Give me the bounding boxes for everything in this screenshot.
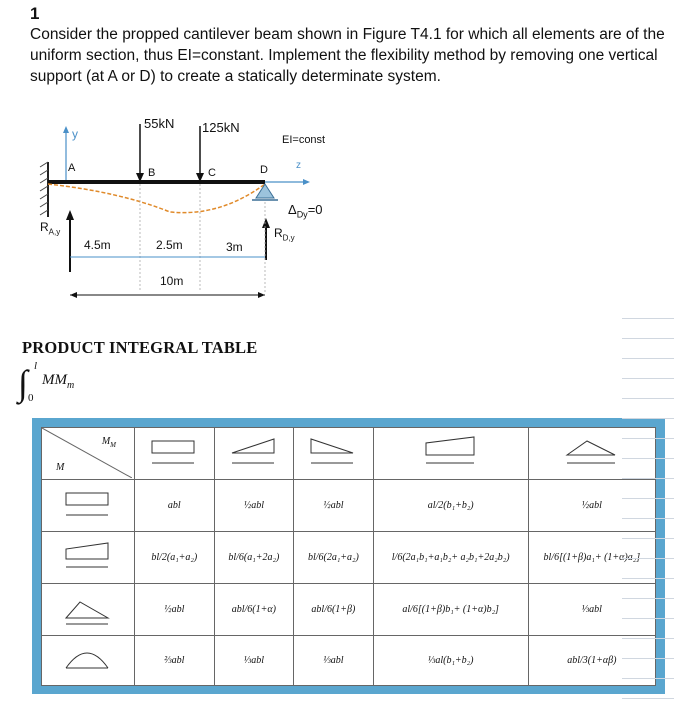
- integral-integrand: $MM_m$: [42, 372, 75, 391]
- integral-sign: ∫: [18, 363, 28, 403]
- dim-4-5m: 4.5m: [84, 238, 111, 252]
- table-cell: ⅔abl: [135, 636, 215, 686]
- point-b-label: B: [148, 167, 156, 179]
- load-b-label: 55kN: [144, 116, 175, 131]
- z-axis-label: z: [296, 160, 301, 171]
- table-cell: l/6(2a₁b₁+a₁b₂+ a₂b₁+2a₂b₂): [373, 532, 528, 584]
- row-trapezoid-shape: [42, 532, 135, 584]
- table-cell: ⅓abl: [214, 636, 294, 686]
- table-cell: ½abl: [214, 480, 294, 532]
- table-row: [42, 480, 656, 532]
- product-integral-title: PRODUCT INTEGRAL TABLE: [22, 338, 258, 357]
- integral-upper-limit: l: [34, 360, 38, 372]
- table-header-row: [42, 428, 656, 480]
- y-axis-label: y: [72, 127, 78, 141]
- load-c-label: 125kN: [202, 120, 240, 135]
- table-cell: ½abl: [135, 584, 215, 636]
- integral-expression: [16, 360, 106, 410]
- product-integral-table-frame: [32, 418, 665, 694]
- table-corner-cell: [42, 428, 135, 480]
- table-row: [42, 636, 656, 686]
- point-d-label: D: [260, 164, 268, 176]
- beam-figure: [30, 112, 350, 302]
- question-text: Consider the propped cantilever beam shown in Figure T4.1 for which all elements are of the uniform section, thus EI=constant. Implement the flexibility method by removing one vertical support (at A or D) to create a statically determinate system.: [30, 26, 665, 85]
- table-cell: ½abl: [528, 480, 655, 532]
- row-parabola-shape: [42, 636, 135, 686]
- header-triangle-left-shape: [294, 428, 374, 480]
- table-row: [42, 532, 656, 584]
- table-cell: bl/2(a₁+a₂): [135, 532, 215, 584]
- header-rectangle-shape: [135, 428, 215, 480]
- table-cell: ⅓abl: [528, 584, 655, 636]
- ruled-margin: [622, 318, 674, 700]
- row-rectangle-shape: [42, 480, 135, 532]
- table-cell: bl/6(2a₁+a₂): [294, 532, 374, 584]
- table-cell: bl/6(a₁+2a₂): [214, 532, 294, 584]
- row-triangle-shape: [42, 584, 135, 636]
- header-triangle-right-shape: [214, 428, 294, 480]
- reaction-d-label: $R_{D,y}$: [274, 226, 295, 243]
- dim-2-5m: 2.5m: [156, 238, 183, 252]
- integral-lower-limit: 0: [28, 392, 34, 404]
- table-cell: ⅓al(b₁+b₂): [373, 636, 528, 686]
- table-cell: al/2(b₁+b₂): [373, 480, 528, 532]
- reaction-a-label: $R_{A,y}$: [40, 220, 61, 237]
- table-row: [42, 584, 656, 636]
- table-cell: abl/6(1+α): [214, 584, 294, 636]
- point-c-label: C: [208, 167, 216, 179]
- table-cell: abl/6(1+β): [294, 584, 374, 636]
- product-integral-table: [41, 427, 656, 686]
- header-trapezoid-shape: [373, 428, 528, 480]
- table-cell: bl/6[(1+β)a₁+ (1+α)a₂]: [528, 532, 655, 584]
- table-cell: abl: [135, 480, 215, 532]
- question-number: 1: [30, 4, 40, 23]
- table-cell: abl/3(1+αβ): [528, 636, 655, 686]
- ei-label: EI=const: [282, 134, 326, 146]
- dim-3m: 3m: [226, 240, 243, 254]
- table-cell: ½abl: [294, 480, 374, 532]
- dim-total-10m: 10m: [160, 274, 184, 288]
- delta-dy-label: $\Delta_{Dy}=0$: [288, 202, 323, 220]
- corner-left-label: M: [56, 462, 65, 473]
- table-cell: al/6[(1+β)b₁+ (1+α)b₂]: [373, 584, 528, 636]
- table-cell: ⅓abl: [294, 636, 374, 686]
- corner-top-label: $M_M$: [101, 436, 116, 449]
- point-a-label: A: [68, 162, 76, 174]
